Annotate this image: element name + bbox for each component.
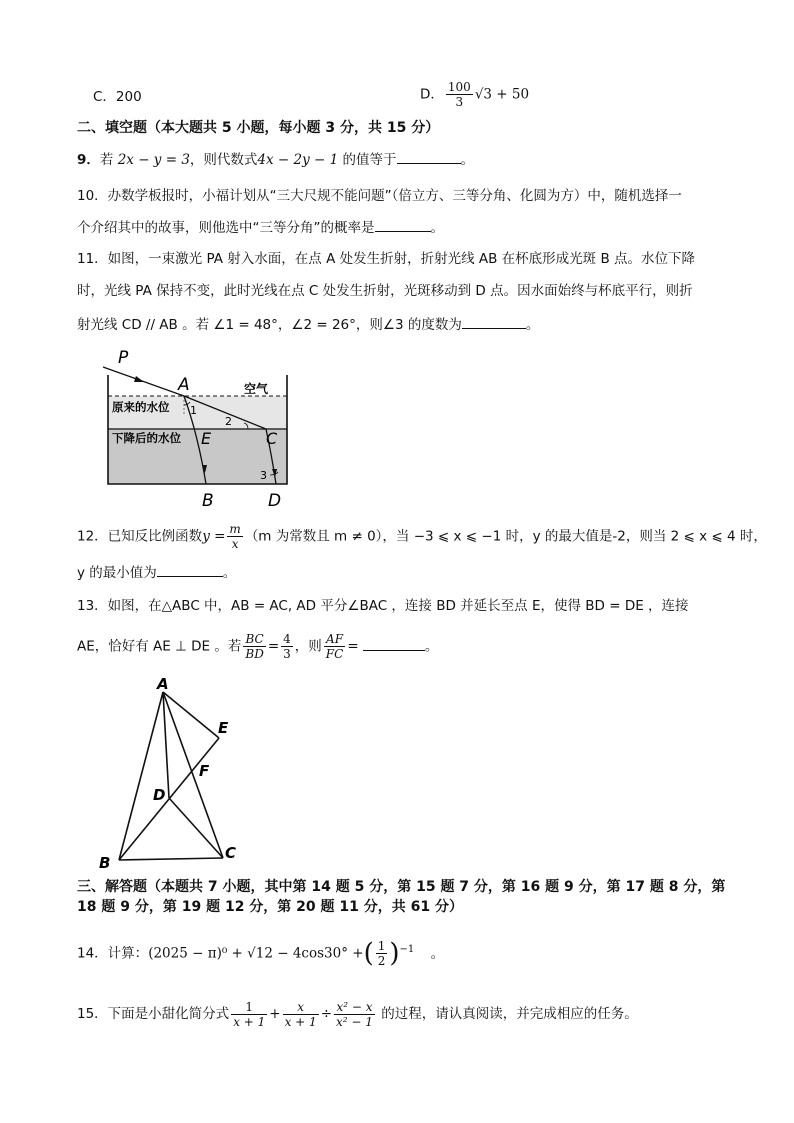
- q13-fraction-4-3: $\frac{4}{3}$: [283, 632, 291, 661]
- label-d: D: [268, 491, 282, 511]
- question-11-line1: 11．如图，一束激光 PA 射入水面，在点 A 处发生折射，折射光线 AB 在杯底形成光斑 B 点。水位下降: [77, 251, 696, 267]
- question-12-line1: 12．已知反比例函数y = $\frac{m}{x}$ （m 为常数且 m ≠ 0），当 −3 ⩽ x ⩽ −1 时，y 的最大值是-2，则当 2 ⩽ x ⩽ 4 时，: [77, 522, 767, 551]
- answer-blank-10[interactable]: [375, 217, 431, 232]
- figure-13-triangle: [95, 672, 255, 872]
- question-10-line2: 个介绍其中的故事，则他选中“三等分角”的概率是 。: [77, 217, 444, 238]
- label-e: E: [218, 719, 229, 737]
- section3-title-line2: 18 题 9 分，第 19 题 12 分，第 20 题 11 分，共 61 分）: [77, 899, 463, 915]
- label-f: F: [199, 762, 210, 780]
- q15-fraction-3: $\frac{\text{x² − x}}{\text{x² − 1}}$: [336, 999, 373, 1029]
- question-13-line1: 13．如图，在△ABC 中，AB = AC, AD 平分∠BAC ，连接 BD 并延长至点 E，使得 BD = DE ，连接: [77, 598, 689, 614]
- label-a: A: [178, 375, 190, 395]
- q15-fraction-2: $\frac{x}{x + 1}$: [284, 999, 317, 1029]
- option-d-rest: √3 + 50: [474, 86, 530, 103]
- option-d: [420, 80, 529, 109]
- option-c: C．200: [93, 89, 142, 105]
- segment-ab: [119, 692, 166, 860]
- label-d: D: [153, 786, 166, 804]
- label-c: C: [266, 429, 278, 448]
- answer-blank-11[interactable]: [462, 314, 526, 329]
- q15-fraction-1: $\frac{1}{x + 1}$: [233, 999, 266, 1029]
- label-angle-2: 2: [225, 415, 232, 428]
- figure-11-cup: [98, 345, 308, 513]
- ray-pa: [103, 367, 184, 396]
- label-air: 空气: [244, 382, 269, 396]
- label-b: B: [202, 491, 214, 511]
- question-12-line2: y 的最小值为 。: [77, 562, 236, 583]
- label-lower-level: 下降后的水位: [112, 431, 181, 445]
- label-a: A: [157, 675, 169, 693]
- section2-title: 二、填空题（本大题共 5 小题，每小题 3 分，共 15 分）: [77, 120, 440, 136]
- label-b: B: [99, 854, 111, 872]
- option-d-fraction: $\frac{100}{3}$: [447, 80, 471, 109]
- question-10-line1: 10．办数学板报时，小福计划从“三大尺规不能问题”（倍立方、三等分角、化圆为方）中，随机选择一: [77, 188, 682, 204]
- q14-fraction: $\frac{1}{2}$: [377, 939, 386, 968]
- question-15: 15．下面是小甜化简分式 $\frac{1}{x + 1}$ + $\frac{x}{x + 1}$ ÷ $\frac{\text{x² − x}}{\text{x² − 1}}$ 的过程，请认真阅读，并完成相应的任务。: [77, 999, 638, 1029]
- q9-expr1: 2x − y = 3: [117, 152, 190, 168]
- answer-blank-13[interactable]: [363, 636, 425, 651]
- segment-bc: [119, 858, 223, 860]
- arrow-pa: [134, 376, 144, 382]
- q13-fraction-bc-bd: $\frac{BC}{BD}$: [245, 632, 264, 661]
- label-p: P: [118, 348, 129, 368]
- label-angle-3: 3: [260, 469, 267, 482]
- label-angle-1: 1: [190, 404, 197, 417]
- q12-fraction: $\frac{m}{x}$: [229, 522, 241, 551]
- question-11-line3: 射光线 CD // AB 。若 ∠1 = 48°，∠2 = 26°，则∠3 的度数为 。: [77, 314, 539, 335]
- q13-fraction-af-fc: $\frac{AF}{FC}$: [325, 632, 344, 661]
- question-9: 9．若 2x − y = 3，则代数式4x − 2y − 1 的值等于 。: [77, 149, 474, 170]
- segment-dc: [169, 798, 223, 858]
- section3-title-line1: 三、解答题（本题共 7 小题，其中第 14 题 5 分，第 15 题 7 分，第 16 题 9 分，第 17 题 8 分，第: [77, 879, 726, 895]
- label-original-level: 原来的水位: [112, 400, 170, 414]
- question-13-line2: AE，恰好有 AE ⊥ DE 。若 $\frac{BC}{BD}$ = $\frac{4}{3}$ ，则 $\frac{AF}{FC}$ = 。: [77, 632, 439, 661]
- question-14: 14．计算：(2025 − π)⁰ + √12 − 4cos30° +( $\frac{1}{2}$ )$^{-1}$ 。: [77, 938, 445, 969]
- label-e: E: [201, 429, 212, 448]
- q14-expression: (2025 − π)⁰ + √12 − 4cos30° +: [148, 945, 364, 962]
- answer-blank-12[interactable]: [157, 562, 223, 577]
- q9-expr2: 4x − 2y − 1: [257, 152, 339, 168]
- answer-blank-9[interactable]: [397, 149, 461, 164]
- question-11-line2: 时，光线 PA 保持不变，此时光线在点 C 处发生折射，光斑移动到 D 点。因水面始终与杯底平行，则折: [77, 283, 693, 299]
- label-c: C: [225, 844, 237, 862]
- option-d-label: D．: [420, 86, 444, 103]
